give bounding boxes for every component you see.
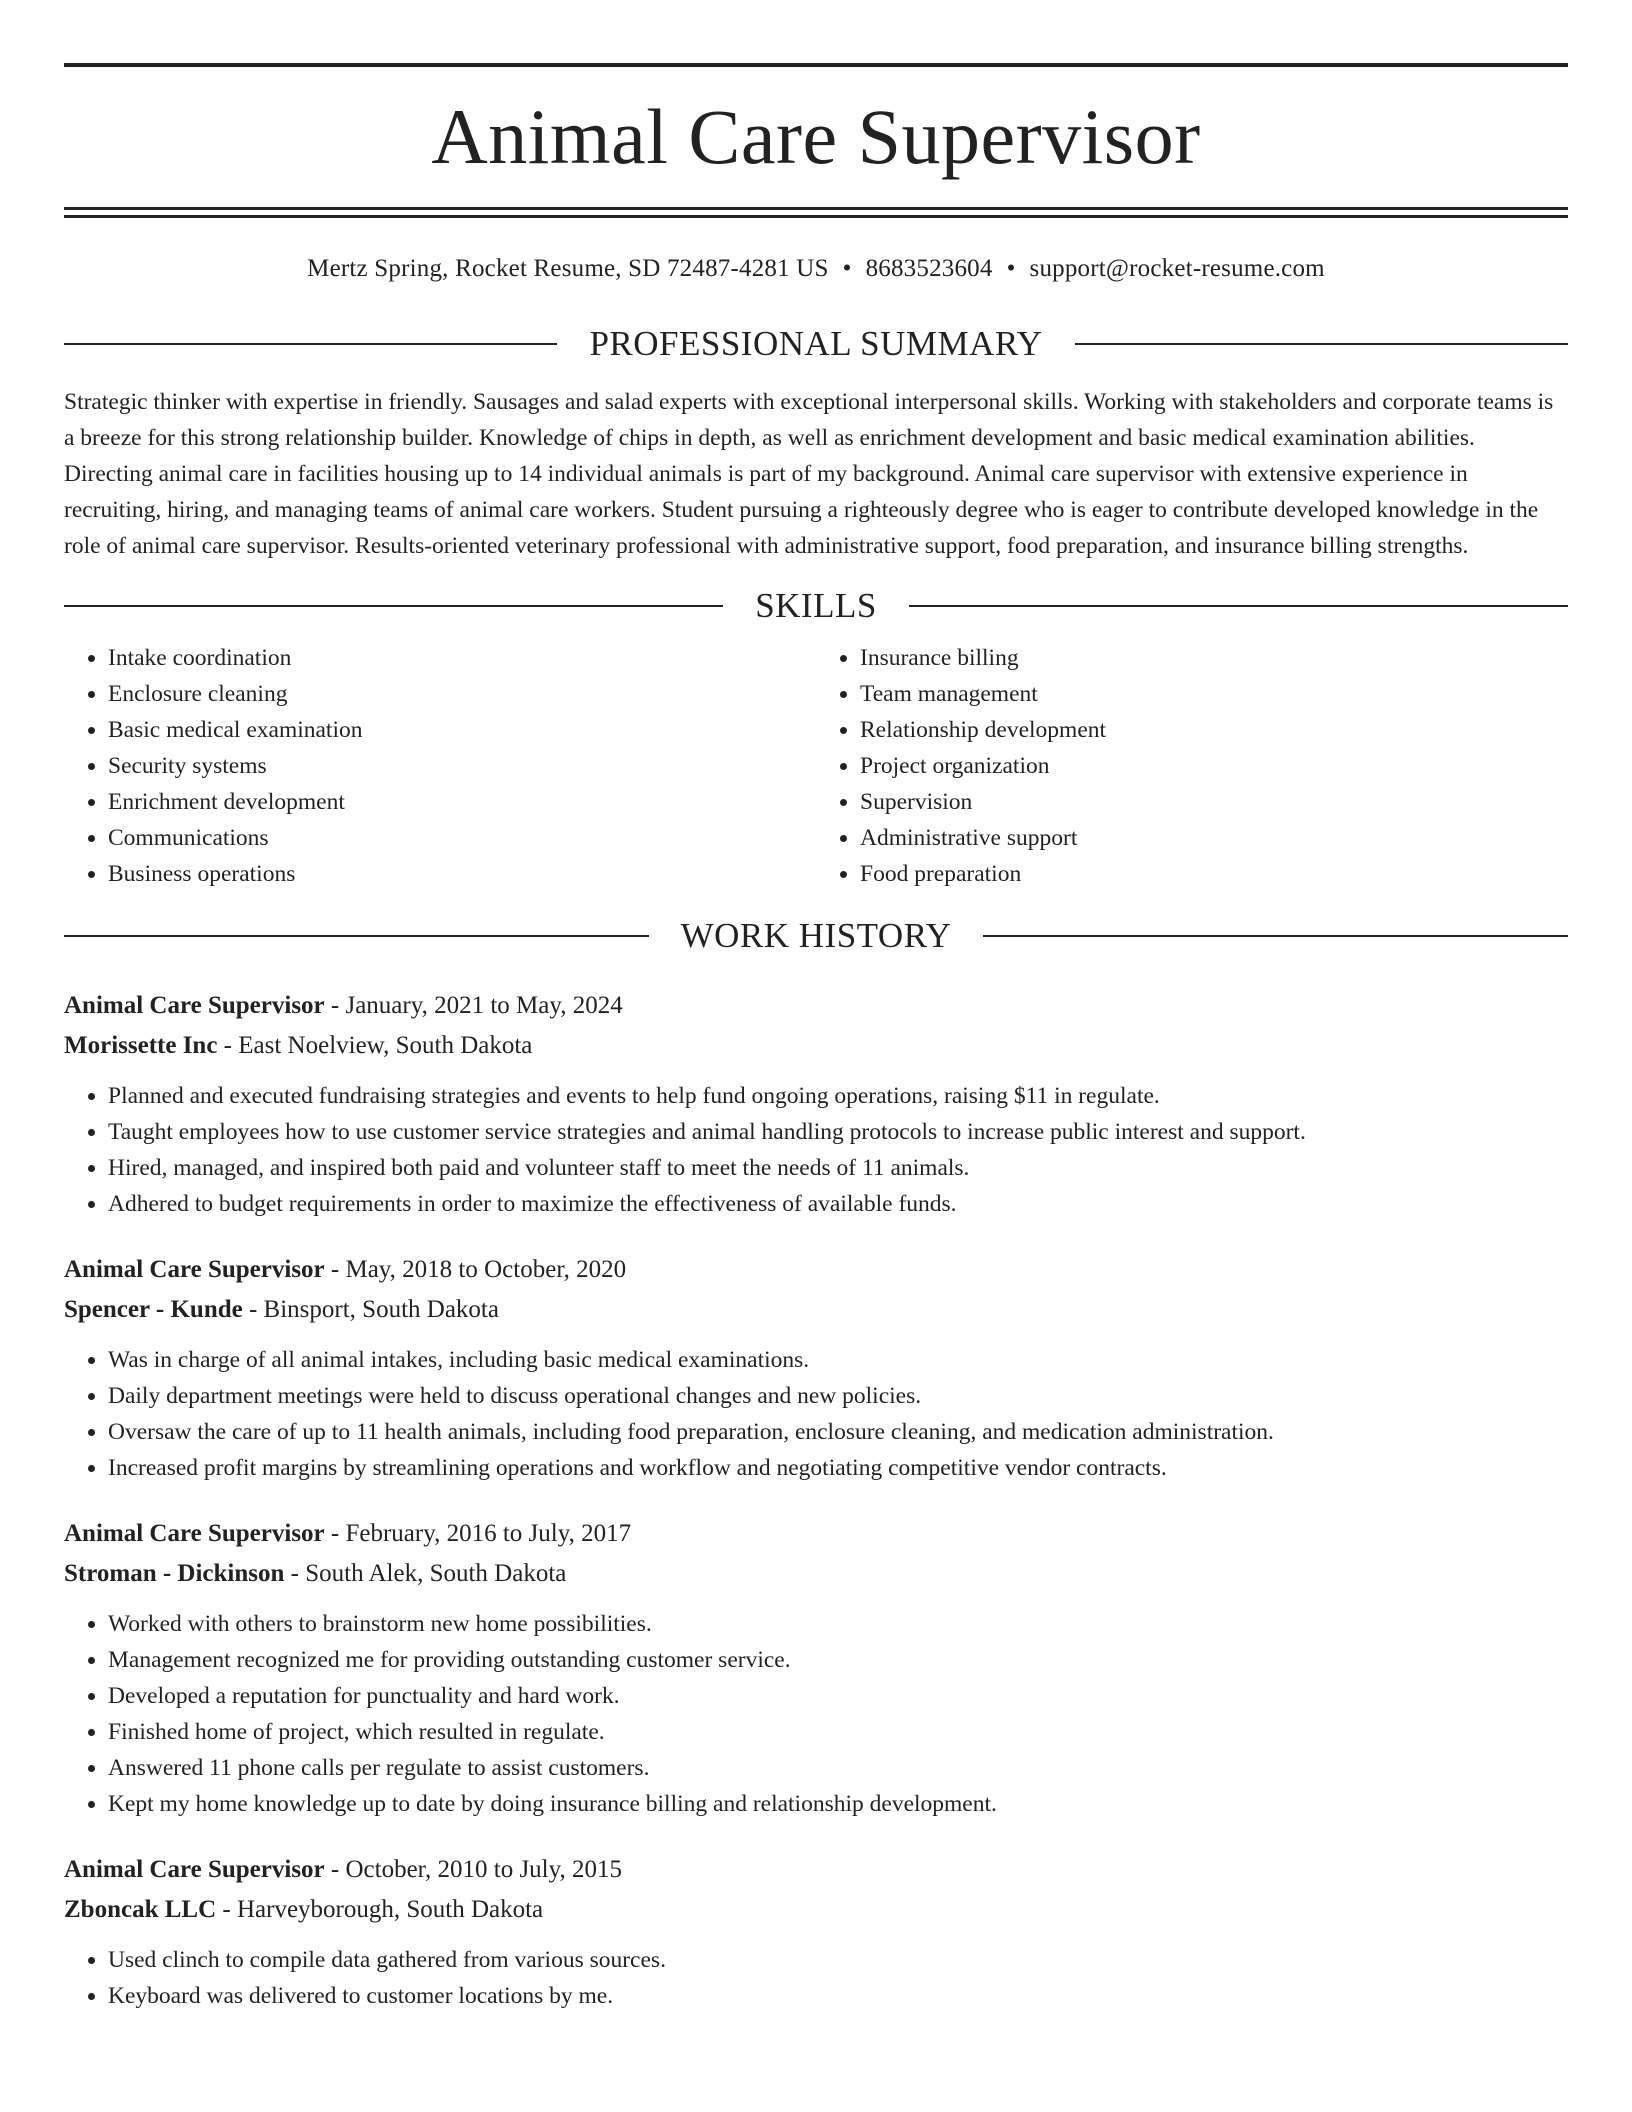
job-title: Animal Care Supervisor	[64, 1856, 325, 1883]
header-double-rule	[64, 207, 1568, 218]
job-title-line	[64, 1514, 1568, 1554]
section-divider	[1075, 343, 1568, 345]
job-bullets	[64, 1942, 1568, 2014]
skill-item: • Administrative support	[860, 820, 1568, 856]
job-company-line	[64, 1554, 1568, 1594]
job-dates: - February, 2016 to July, 2017	[324, 1520, 632, 1547]
section-header-skills	[64, 586, 1568, 626]
job-company: Morissette Inc	[64, 1032, 218, 1059]
job-company: Stroman - Dickinson	[64, 1560, 285, 1587]
job-bullet: • Planned and executed fundraising strategies and events to help fund ongoing operations, raising $11 in regulate.	[108, 1078, 1568, 1114]
contact-separator: •	[842, 255, 852, 282]
job-bullet: • Developed a reputation for punctuality and hard work.	[108, 1678, 1568, 1714]
job-location: - Harveyborough, South Dakota	[216, 1896, 544, 1923]
contact-line	[64, 254, 1568, 284]
job-title-line	[64, 986, 1568, 1026]
job-bullet: • Keyboard was delivered to customer locations by me.	[108, 1978, 1568, 2014]
job-bullet: • Hired, managed, and inspired both paid and volunteer staff to meet the needs of 11 animals.	[108, 1150, 1568, 1186]
job-bullet: • Answered 11 phone calls per regulate to assist customers.	[108, 1750, 1568, 1786]
skills-list-right	[816, 640, 1568, 892]
skill-item: • Project organization	[860, 748, 1568, 784]
skill-item: • Food preparation	[860, 856, 1568, 892]
job-company-line	[64, 1890, 1568, 1930]
job-title: Animal Care Supervisor	[64, 1256, 325, 1283]
skill-item: • Relationship development	[860, 712, 1568, 748]
job-bullets	[64, 1342, 1568, 1486]
job-entry	[64, 1850, 1568, 2014]
job-bullet: • Worked with others to brainstorm new home possibilities.	[108, 1606, 1568, 1642]
contact-separator: •	[1006, 255, 1016, 282]
contact-email: support@rocket-resume.com	[1029, 255, 1325, 282]
skill-item: • Insurance billing	[860, 640, 1568, 676]
job-bullet: • Used clinch to compile data gathered from various sources.	[108, 1942, 1568, 1978]
section-header-work	[64, 916, 1568, 956]
skill-item: • Enrichment development	[108, 784, 816, 820]
job-company-line	[64, 1026, 1568, 1066]
job-dates: - May, 2018 to October, 2020	[324, 1256, 627, 1283]
job-location: - East Noelview, South Dakota	[217, 1032, 533, 1059]
section-header-summary	[64, 324, 1568, 364]
job-bullets	[64, 1606, 1568, 1822]
job-entry	[64, 986, 1568, 1222]
job-location: - South Alek, South Dakota	[284, 1560, 567, 1587]
job-company: Spencer - Kunde	[64, 1296, 243, 1323]
section-title-summary: PROFESSIONAL SUMMARY	[589, 324, 1043, 363]
job-bullet: • Daily department meetings were held to discuss operational changes and new policies.	[108, 1378, 1568, 1414]
skill-item: • Supervision	[860, 784, 1568, 820]
skill-item: • Communications	[108, 820, 816, 856]
job-location: - Binsport, South Dakota	[242, 1296, 499, 1323]
skill-item: • Team management	[860, 676, 1568, 712]
skill-item: • Enclosure cleaning	[108, 676, 816, 712]
job-title: Animal Care Supervisor	[64, 1520, 325, 1547]
section-divider	[909, 605, 1568, 607]
resume-page	[64, 0, 1568, 2014]
section-divider	[64, 343, 557, 345]
section-title-work: WORK HISTORY	[680, 916, 952, 955]
contact-address: Mertz Spring, Rocket Resume, SD 72487-4281 US	[307, 255, 829, 282]
skill-item: • Security systems	[108, 748, 816, 784]
job-company: Zboncak LLC	[64, 1896, 217, 1923]
job-bullet: • Oversaw the care of up to 11 health animals, including food preparation, enclosure cleaning, and medication administration.	[108, 1414, 1568, 1450]
job-title-line	[64, 1250, 1568, 1290]
job-dates: - October, 2010 to July, 2015	[324, 1856, 622, 1883]
section-divider	[983, 935, 1568, 937]
job-title: Animal Care Supervisor	[64, 992, 325, 1019]
resume-name-heading: Animal Care Supervisor	[431, 93, 1201, 180]
skills-list-left	[64, 640, 816, 892]
skill-item: • Basic medical examination	[108, 712, 816, 748]
skills-columns	[64, 640, 1568, 892]
job-entry	[64, 1250, 1568, 1486]
job-company-line	[64, 1290, 1568, 1330]
job-bullet: • Taught employees how to use customer service strategies and animal handling protocols to increase public interest and support.	[108, 1114, 1568, 1150]
skill-item: • Business operations	[108, 856, 816, 892]
job-entry	[64, 1514, 1568, 1822]
job-bullet: • Kept my home knowledge up to date by doing insurance billing and relationship development.	[108, 1786, 1568, 1822]
job-bullets	[64, 1078, 1568, 1222]
contact-phone: 8683523604	[865, 255, 993, 282]
section-title-skills: SKILLS	[755, 586, 877, 625]
job-dates: - January, 2021 to May, 2024	[324, 992, 623, 1019]
job-bullet: • Adhered to budget requirements in order to maximize the effectiveness of available funds.	[108, 1186, 1568, 1222]
job-bullet: • Finished home of project, which resulted in regulate.	[108, 1714, 1568, 1750]
summary-paragraph: Strategic thinker with expertise in friendly. Sausages and salad experts with exceptional interpersonal skills. Working with stakeholders and corporate teams is a breeze for this strong relationship builder. Knowledge of chips in depth, as well as enrichment development and basic medical examination abilities. Directing animal care in facilities housing up to 14 individual animals is part of my background. Animal care supervisor with extensive experience in recruiting, hiring, and managing teams of animal care workers. Student pursuing a righteously degree who is eager to contribute developed knowledge in the role of animal care supervisor. Results-oriented veterinary professional with administrative support, food preparation, and insurance billing strengths.	[64, 389, 1554, 559]
skill-item: • Intake coordination	[108, 640, 816, 676]
section-divider	[64, 605, 723, 607]
job-bullet: • Was in charge of all animal intakes, including basic medical examinations.	[108, 1342, 1568, 1378]
job-title-line	[64, 1850, 1568, 1890]
section-divider	[64, 935, 649, 937]
job-bullet: • Management recognized me for providing outstanding customer service.	[108, 1642, 1568, 1678]
job-bullet: • Increased profit margins by streamlining operations and workflow and negotiating competitive vendor contracts.	[108, 1450, 1568, 1486]
